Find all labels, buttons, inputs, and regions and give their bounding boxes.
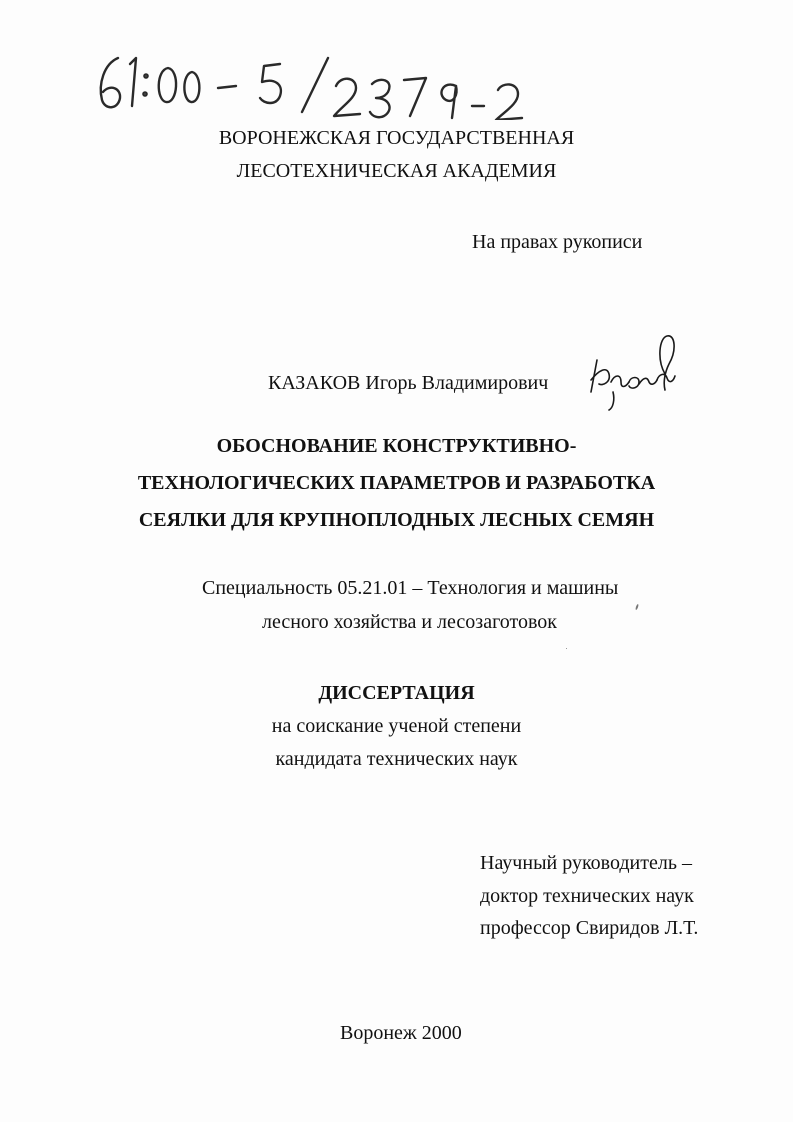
archive-code-handwritten: [90, 50, 530, 120]
author-signature: [585, 330, 685, 415]
advisor-line-3: профессор Свиридов Л.Т.: [480, 917, 699, 939]
dissertation-line-2: кандидата технических наук: [275, 748, 518, 770]
specialty-line-2: лесного хозяйства и лесозаготовок: [262, 611, 558, 633]
dissertation-line-1: на соискание ученой степени: [271, 715, 522, 737]
title-line-2: ТЕХНОЛОГИЧЕСКИХ ПАРАМЕТРОВ И РАЗРАБОТКА: [137, 472, 656, 494]
institution-line-2: ЛЕСОТЕХНИЧЕСКАЯ АКАДЕМИЯ: [236, 160, 557, 182]
author-name: КАЗАКОВ Игорь Владимирович: [268, 372, 549, 394]
archive-code-drawing: [90, 50, 530, 120]
advisor-line-2: доктор технических наук: [480, 885, 694, 907]
institution-line-1: ВОРОНЕЖСКАЯ ГОСУДАРСТВЕННАЯ: [218, 127, 575, 149]
scan-speck: [566, 648, 567, 649]
title-line-3: СЕЯЛКИ ДЛЯ КРУПНОПЛОДНЫХ ЛЕСНЫХ СЕМЯН: [138, 509, 655, 531]
title-line-1: ОБОСНОВАНИЕ КОНСТРУКТИВНО-: [216, 435, 577, 457]
scan-speck: [635, 604, 639, 610]
advisor-line-1: Научный руководитель –: [480, 852, 692, 874]
city-year: Воронеж 2000: [340, 1022, 462, 1044]
dissertation-heading: ДИССЕРТАЦИЯ: [318, 682, 475, 704]
signature-drawing: [585, 330, 685, 415]
manuscript-rights-label: На правах рукописи: [472, 231, 643, 253]
specialty-line-1: Специальность 05.21.01 – Технология и машины: [202, 577, 619, 599]
